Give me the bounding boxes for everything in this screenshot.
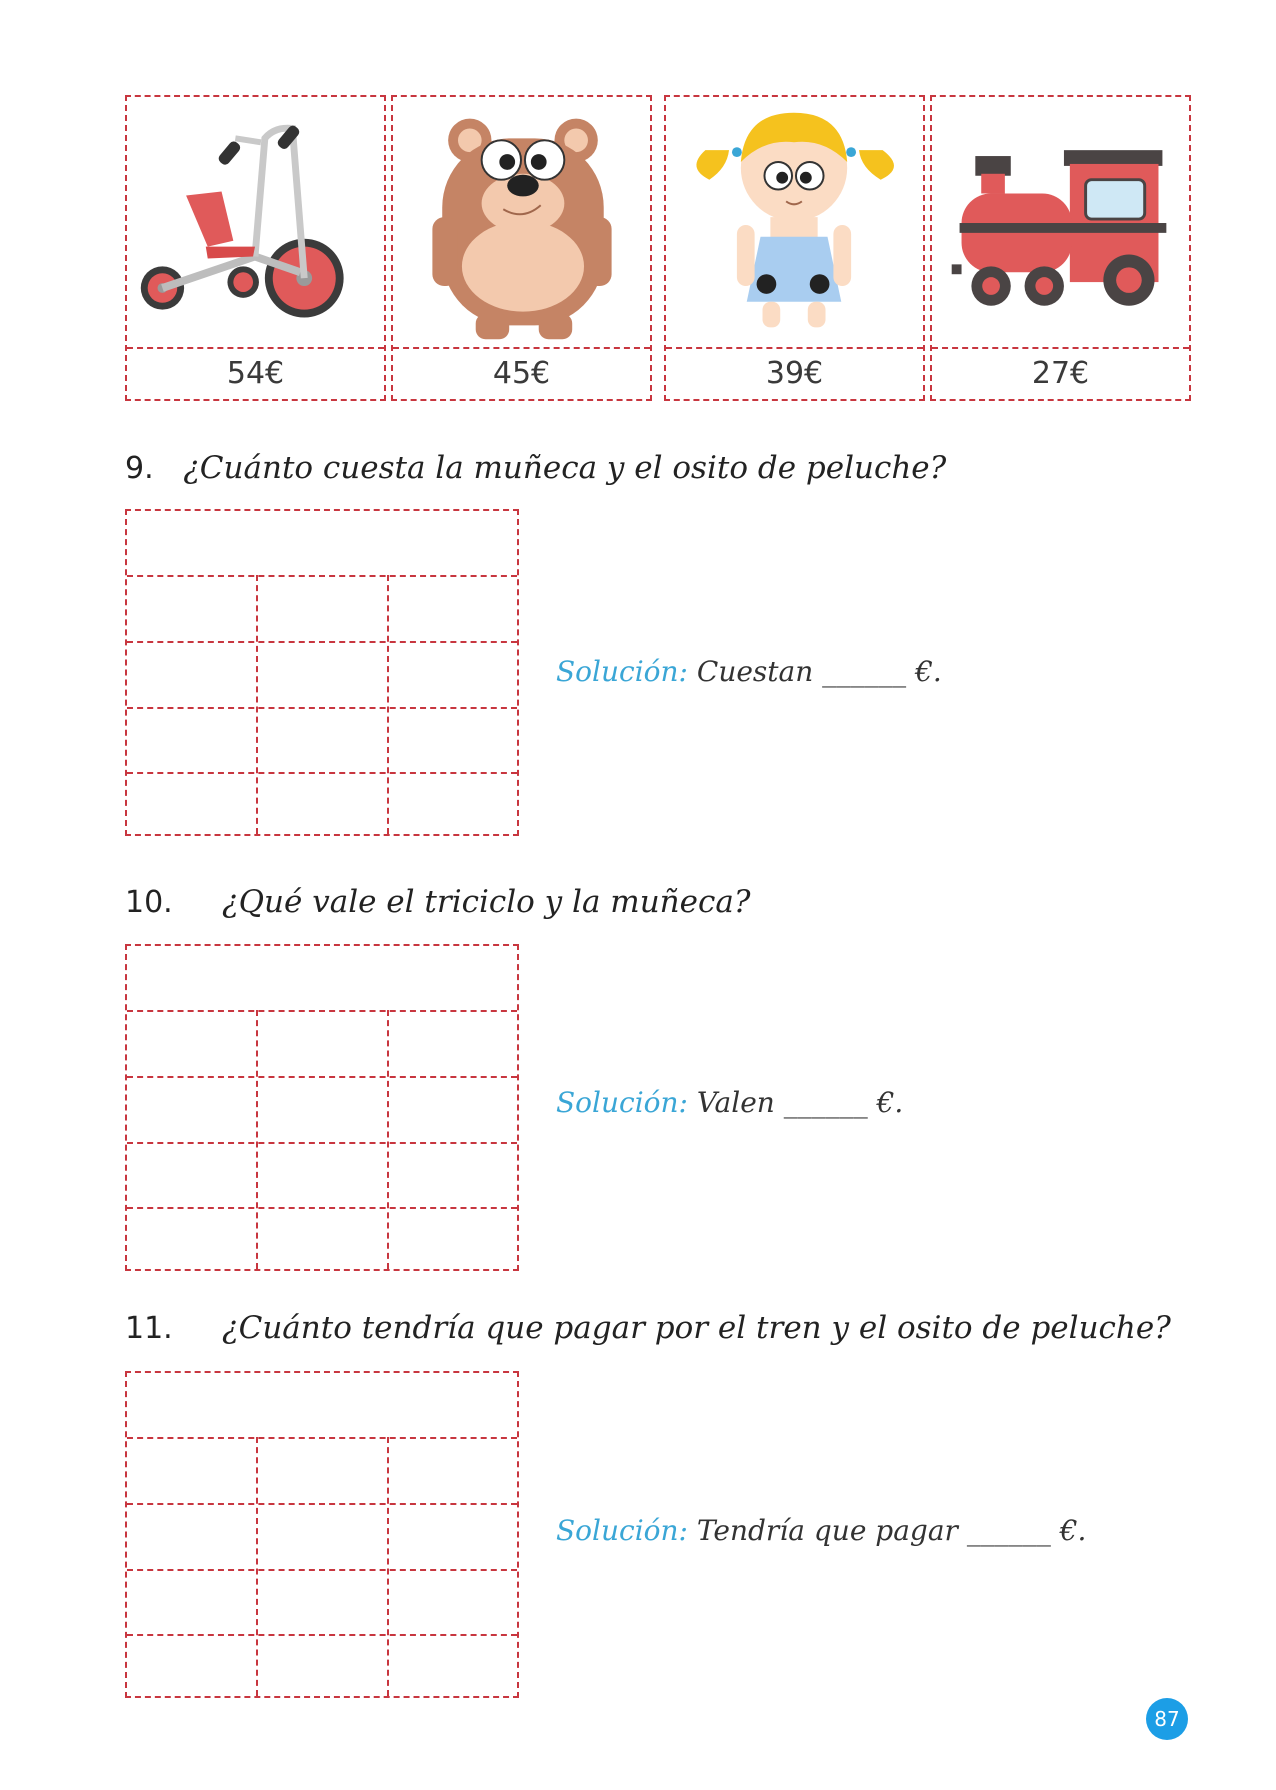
- solution-9-label: Solución:: [556, 655, 688, 688]
- question-9-number: 9.: [125, 451, 154, 486]
- price-train: 27€: [932, 347, 1189, 399]
- solution-10: [556, 1086, 903, 1119]
- question-10-text: ¿Qué vale el triciclo y la muñeca?: [222, 884, 751, 920]
- teddy-bear-icon: [393, 97, 650, 351]
- tricycle-icon: [127, 97, 384, 351]
- price-teddy-bear: 45€: [393, 347, 650, 399]
- page-number-badge: 87: [1146, 1698, 1188, 1740]
- solution-10-text[interactable]: Valen ______ €.: [696, 1086, 904, 1119]
- question-10-number: 10.: [125, 885, 173, 920]
- toy-card-teddy-bear: [391, 95, 652, 401]
- solution-11-label: Solución:: [556, 1514, 688, 1547]
- question-11: [125, 1310, 1171, 1346]
- question-9-text: ¿Cuánto cuesta la muñeca y el osito de peluche?: [183, 450, 947, 486]
- toy-card-train: [930, 95, 1191, 401]
- price-doll: 39€: [666, 347, 923, 399]
- solution-9: [556, 655, 942, 688]
- solution-11: [556, 1514, 1086, 1547]
- toy-card-doll: [664, 95, 925, 401]
- train-icon: [932, 97, 1189, 351]
- price-tricycle: 54€: [127, 347, 384, 399]
- question-11-number: 11.: [125, 1311, 173, 1346]
- question-9: [125, 450, 946, 486]
- answer-grid-10[interactable]: [125, 944, 519, 1271]
- doll-icon: [666, 97, 923, 351]
- solution-10-label: Solución:: [556, 1086, 688, 1119]
- answer-grid-11[interactable]: [125, 1371, 519, 1698]
- toy-card-tricycle: [125, 95, 386, 401]
- solution-11-text[interactable]: Tendría que pagar ______ €.: [696, 1514, 1087, 1547]
- solution-9-text[interactable]: Cuestan ______ €.: [696, 655, 942, 688]
- answer-grid-9[interactable]: [125, 509, 519, 836]
- question-11-text: ¿Cuánto tendría que pagar por el tren y el osito de peluche?: [222, 1310, 1171, 1346]
- question-10: [125, 884, 750, 920]
